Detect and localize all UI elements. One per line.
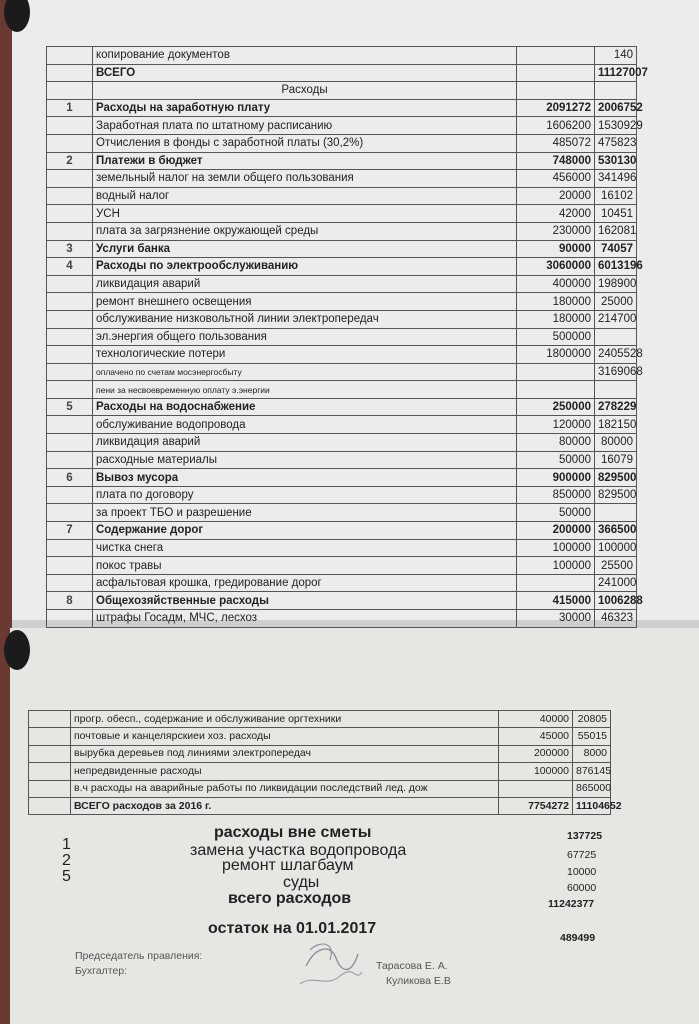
actual-value: 11127007 [595, 64, 637, 82]
row-number [47, 539, 93, 557]
summary-item-num: 5 [62, 868, 71, 885]
actual-value: 278229 [595, 398, 637, 416]
table-row [47, 539, 637, 557]
row-label: вырубка деревьев под линиями электропередач [71, 745, 499, 762]
actual-value: 55015 [573, 728, 611, 745]
actual-value: 3169068 [595, 363, 637, 381]
row-label: Платежи в бюджет [93, 152, 517, 170]
row-label: штрафы Госадм, МЧС, лесхоз [93, 610, 517, 628]
budget-value: 200000 [499, 745, 573, 762]
actual-value: 6013196 [595, 258, 637, 276]
table-row [47, 504, 637, 522]
table-row [47, 240, 637, 258]
row-number: 6 [47, 469, 93, 487]
row-label: непредвиденные расходы [71, 763, 499, 780]
row-label: плата за загрязнение окружающей среды [93, 222, 517, 240]
expenses-table-continued [28, 710, 622, 815]
actual-value: 829500 [595, 469, 637, 487]
actual-value: 16102 [595, 187, 637, 205]
row-number [47, 557, 93, 575]
summary-item-value: 67725 [567, 849, 597, 861]
row-number [29, 711, 71, 728]
budget-value: 456000 [517, 170, 595, 188]
table-row [47, 346, 637, 364]
row-number: 3 [47, 240, 93, 258]
row-number: 4 [47, 258, 93, 276]
chair-label: Председатель правления: [75, 950, 203, 962]
budget-value: 400000 [517, 275, 595, 293]
row-label: эл.энергия общего пользования [93, 328, 517, 346]
summary-total-label: всего расходов [228, 890, 352, 907]
row-label: асфальтовая крошка, гредирование дорог [93, 574, 517, 592]
row-label: Общехозяйственные расходы [93, 592, 517, 610]
table-row [47, 434, 637, 452]
budget-value: 50000 [517, 451, 595, 469]
table-row [47, 557, 637, 575]
table-row [47, 310, 637, 328]
actual-value: 865000 [573, 780, 611, 797]
table-row [29, 728, 611, 745]
actual-value: 1530929 [595, 117, 637, 135]
row-number [47, 293, 93, 311]
table-row [29, 711, 611, 728]
table-row [29, 797, 611, 814]
actual-value: 140 [595, 47, 637, 65]
row-number [47, 328, 93, 346]
row-number [47, 504, 93, 522]
expenses-table [46, 46, 648, 628]
table-row [47, 117, 637, 135]
actual-value: 1006288 [595, 592, 637, 610]
row-number [47, 363, 93, 381]
row-label: оплачено по счетам мосэнергосбыту [93, 363, 517, 381]
row-label: Расходы по электрообслуживанию [93, 258, 517, 276]
budget-value: 100000 [517, 539, 595, 557]
row-label: ликвидация аварий [93, 434, 517, 452]
row-number [47, 205, 93, 223]
budget-value: 120000 [517, 416, 595, 434]
table-row [47, 82, 637, 100]
table-row [47, 258, 637, 276]
row-label: земельный налог на земли общего пользования [93, 170, 517, 188]
row-label: УСН [93, 205, 517, 223]
table-row [47, 363, 637, 381]
actual-value: 74057 [595, 240, 637, 258]
row-label: технологические потери [93, 346, 517, 364]
budget-value: 40000 [499, 711, 573, 728]
row-label: ВСЕГО расходов за 2016 г. [71, 797, 499, 814]
row-number: 1 [47, 99, 93, 117]
actual-value: 341496 [595, 170, 637, 188]
table-row [47, 275, 637, 293]
budget-value: 100000 [517, 557, 595, 575]
actual-value: 80000 [595, 434, 637, 452]
budget-value [517, 574, 595, 592]
table-row [47, 170, 637, 188]
table-row [47, 187, 637, 205]
row-number [29, 780, 71, 797]
table-row [47, 522, 637, 540]
summary-item-label: ремонт шлагбаум [222, 857, 354, 874]
handwritten-signature [296, 936, 366, 996]
table-row [47, 47, 637, 65]
actual-value: 25000 [595, 293, 637, 311]
table-row [47, 592, 637, 610]
budget-value: 200000 [517, 522, 595, 540]
table-row [47, 293, 637, 311]
table-row [47, 222, 637, 240]
budget-value: 485072 [517, 134, 595, 152]
table-row [29, 745, 611, 762]
table-row [47, 574, 637, 592]
actual-value: 162081 [595, 222, 637, 240]
actual-value [595, 82, 637, 100]
row-number [47, 381, 93, 399]
table-row [47, 99, 637, 117]
budget-value: 3060000 [517, 258, 595, 276]
table-row [47, 486, 637, 504]
actual-value: 8000 [573, 745, 611, 762]
summary-title-value: 137725 [567, 830, 603, 842]
row-label: плата по договору [93, 486, 517, 504]
budget-value: 748000 [517, 152, 595, 170]
summary-item-value: 10000 [567, 866, 597, 878]
row-number [47, 310, 93, 328]
table-row [47, 610, 637, 628]
punch-hole [4, 630, 30, 670]
row-label: почтовые и канцелярскиеи хоз. расходы [71, 728, 499, 745]
row-label: обслуживание водопровода [93, 416, 517, 434]
table-row [47, 152, 637, 170]
actual-value: 11104652 [573, 797, 611, 814]
actual-value: 20805 [573, 711, 611, 728]
balance-value: 489499 [560, 932, 596, 944]
actual-value: 2405528 [595, 346, 637, 364]
budget-value: 1800000 [517, 346, 595, 364]
budget-value [517, 64, 595, 82]
row-number [47, 486, 93, 504]
row-label: пени за несвоевременную оплату э.энергии [93, 381, 517, 399]
budget-value [517, 47, 595, 65]
row-number [47, 82, 93, 100]
budget-value: 1606200 [517, 117, 595, 135]
table-row [29, 763, 611, 780]
budget-value: 50000 [517, 504, 595, 522]
actual-value: 25500 [595, 557, 637, 575]
row-label: ремонт внешнего освещения [93, 293, 517, 311]
table-row [47, 469, 637, 487]
row-number [29, 797, 71, 814]
budget-value: 180000 [517, 293, 595, 311]
actual-value [595, 504, 637, 522]
budget-value: 850000 [517, 486, 595, 504]
row-number [47, 275, 93, 293]
budget-value [499, 780, 573, 797]
summary-item-label: замена участка водопровода [190, 842, 407, 859]
accountant-name: Куликова Е.В [386, 975, 451, 987]
row-number: 5 [47, 398, 93, 416]
row-number [47, 47, 93, 65]
budget-value: 80000 [517, 434, 595, 452]
row-number [47, 346, 93, 364]
row-label: чистка снега [93, 539, 517, 557]
row-label: за проект ТБО и разрешение [93, 504, 517, 522]
budget-value: 500000 [517, 328, 595, 346]
summary-item-label: суды [283, 874, 320, 891]
row-label: Расходы на водоснабжение [93, 398, 517, 416]
budget-value: 90000 [517, 240, 595, 258]
table-row [47, 64, 637, 82]
table-row [47, 416, 637, 434]
budget-value: 900000 [517, 469, 595, 487]
row-number [47, 64, 93, 82]
table-row [29, 780, 611, 797]
row-number: 8 [47, 592, 93, 610]
row-label: Вывоз мусора [93, 469, 517, 487]
actual-value: 241000 [595, 574, 637, 592]
actual-value: 198900 [595, 275, 637, 293]
row-number: 2 [47, 152, 93, 170]
chair-name: Тарасова Е. А. [376, 960, 448, 972]
actual-value: 214700 [595, 310, 637, 328]
row-number [29, 745, 71, 762]
budget-value: 30000 [517, 610, 595, 628]
table-row [47, 205, 637, 223]
row-label: покос травы [93, 557, 517, 575]
table-row [47, 381, 637, 399]
actual-value: 366500 [595, 522, 637, 540]
summary-item-num: 2 [62, 852, 71, 869]
row-number [47, 610, 93, 628]
row-number [47, 134, 93, 152]
table-row [47, 398, 637, 416]
budget-value: 42000 [517, 205, 595, 223]
actual-value: 46323 [595, 610, 637, 628]
budget-value: 45000 [499, 728, 573, 745]
budget-value [517, 363, 595, 381]
summary-item-value: 60000 [567, 882, 597, 894]
row-label: водный налог [93, 187, 517, 205]
row-number: 7 [47, 522, 93, 540]
row-number [29, 728, 71, 745]
actual-value [595, 328, 637, 346]
accountant-label: Бухгалтер: [75, 965, 128, 977]
summary-total-value: 11242377 [548, 898, 595, 910]
row-label: ликвидация аварий [93, 275, 517, 293]
budget-value: 250000 [517, 398, 595, 416]
row-number [47, 451, 93, 469]
table-row [47, 328, 637, 346]
actual-value [595, 381, 637, 399]
row-number [47, 434, 93, 452]
row-label: ВСЕГО [93, 64, 517, 82]
actual-value: 530130 [595, 152, 637, 170]
row-label: копирование документов [93, 47, 517, 65]
row-label: расходные материалы [93, 451, 517, 469]
actual-value: 876145 [573, 763, 611, 780]
actual-value: 16079 [595, 451, 637, 469]
row-label: прогр. обесп., содержание и обслуживание оргтехники [71, 711, 499, 728]
actual-value: 2006752 [595, 99, 637, 117]
actual-value: 182150 [595, 416, 637, 434]
budget-value [517, 82, 595, 100]
budget-value: 415000 [517, 592, 595, 610]
actual-value: 10451 [595, 205, 637, 223]
budget-value [517, 381, 595, 399]
row-label: в.ч расходы на аварийные работы по ликвидации последствий лед. дож [71, 780, 499, 797]
row-number [47, 416, 93, 434]
actual-value: 100000 [595, 539, 637, 557]
row-label: Отчисления в фонды с заработной платы (30,2%) [93, 134, 517, 152]
actual-value: 475823 [595, 134, 637, 152]
row-label: Расходы [93, 82, 517, 100]
budget-value: 2091272 [517, 99, 595, 117]
row-number [47, 574, 93, 592]
budget-value: 100000 [499, 763, 573, 780]
row-label: обслуживание низковольтной линии электропередач [93, 310, 517, 328]
row-number [47, 222, 93, 240]
row-label: Расходы на заработную плату [93, 99, 517, 117]
row-label: Содержание дорог [93, 522, 517, 540]
balance-label: остаток на 01.01.2017 [208, 920, 377, 937]
row-label: Услуги банка [93, 240, 517, 258]
row-number [47, 117, 93, 135]
table-row [47, 451, 637, 469]
actual-value: 829500 [595, 486, 637, 504]
summary-title: расходы вне сметы [214, 824, 372, 841]
row-number [47, 170, 93, 188]
budget-value: 7754272 [499, 797, 573, 814]
table-row [47, 134, 637, 152]
budget-value: 20000 [517, 187, 595, 205]
budget-value: 230000 [517, 222, 595, 240]
budget-value: 180000 [517, 310, 595, 328]
row-label: Заработная плата по штатному расписанию [93, 117, 517, 135]
row-number [47, 187, 93, 205]
row-number [29, 763, 71, 780]
summary-item-num: 1 [62, 836, 71, 853]
